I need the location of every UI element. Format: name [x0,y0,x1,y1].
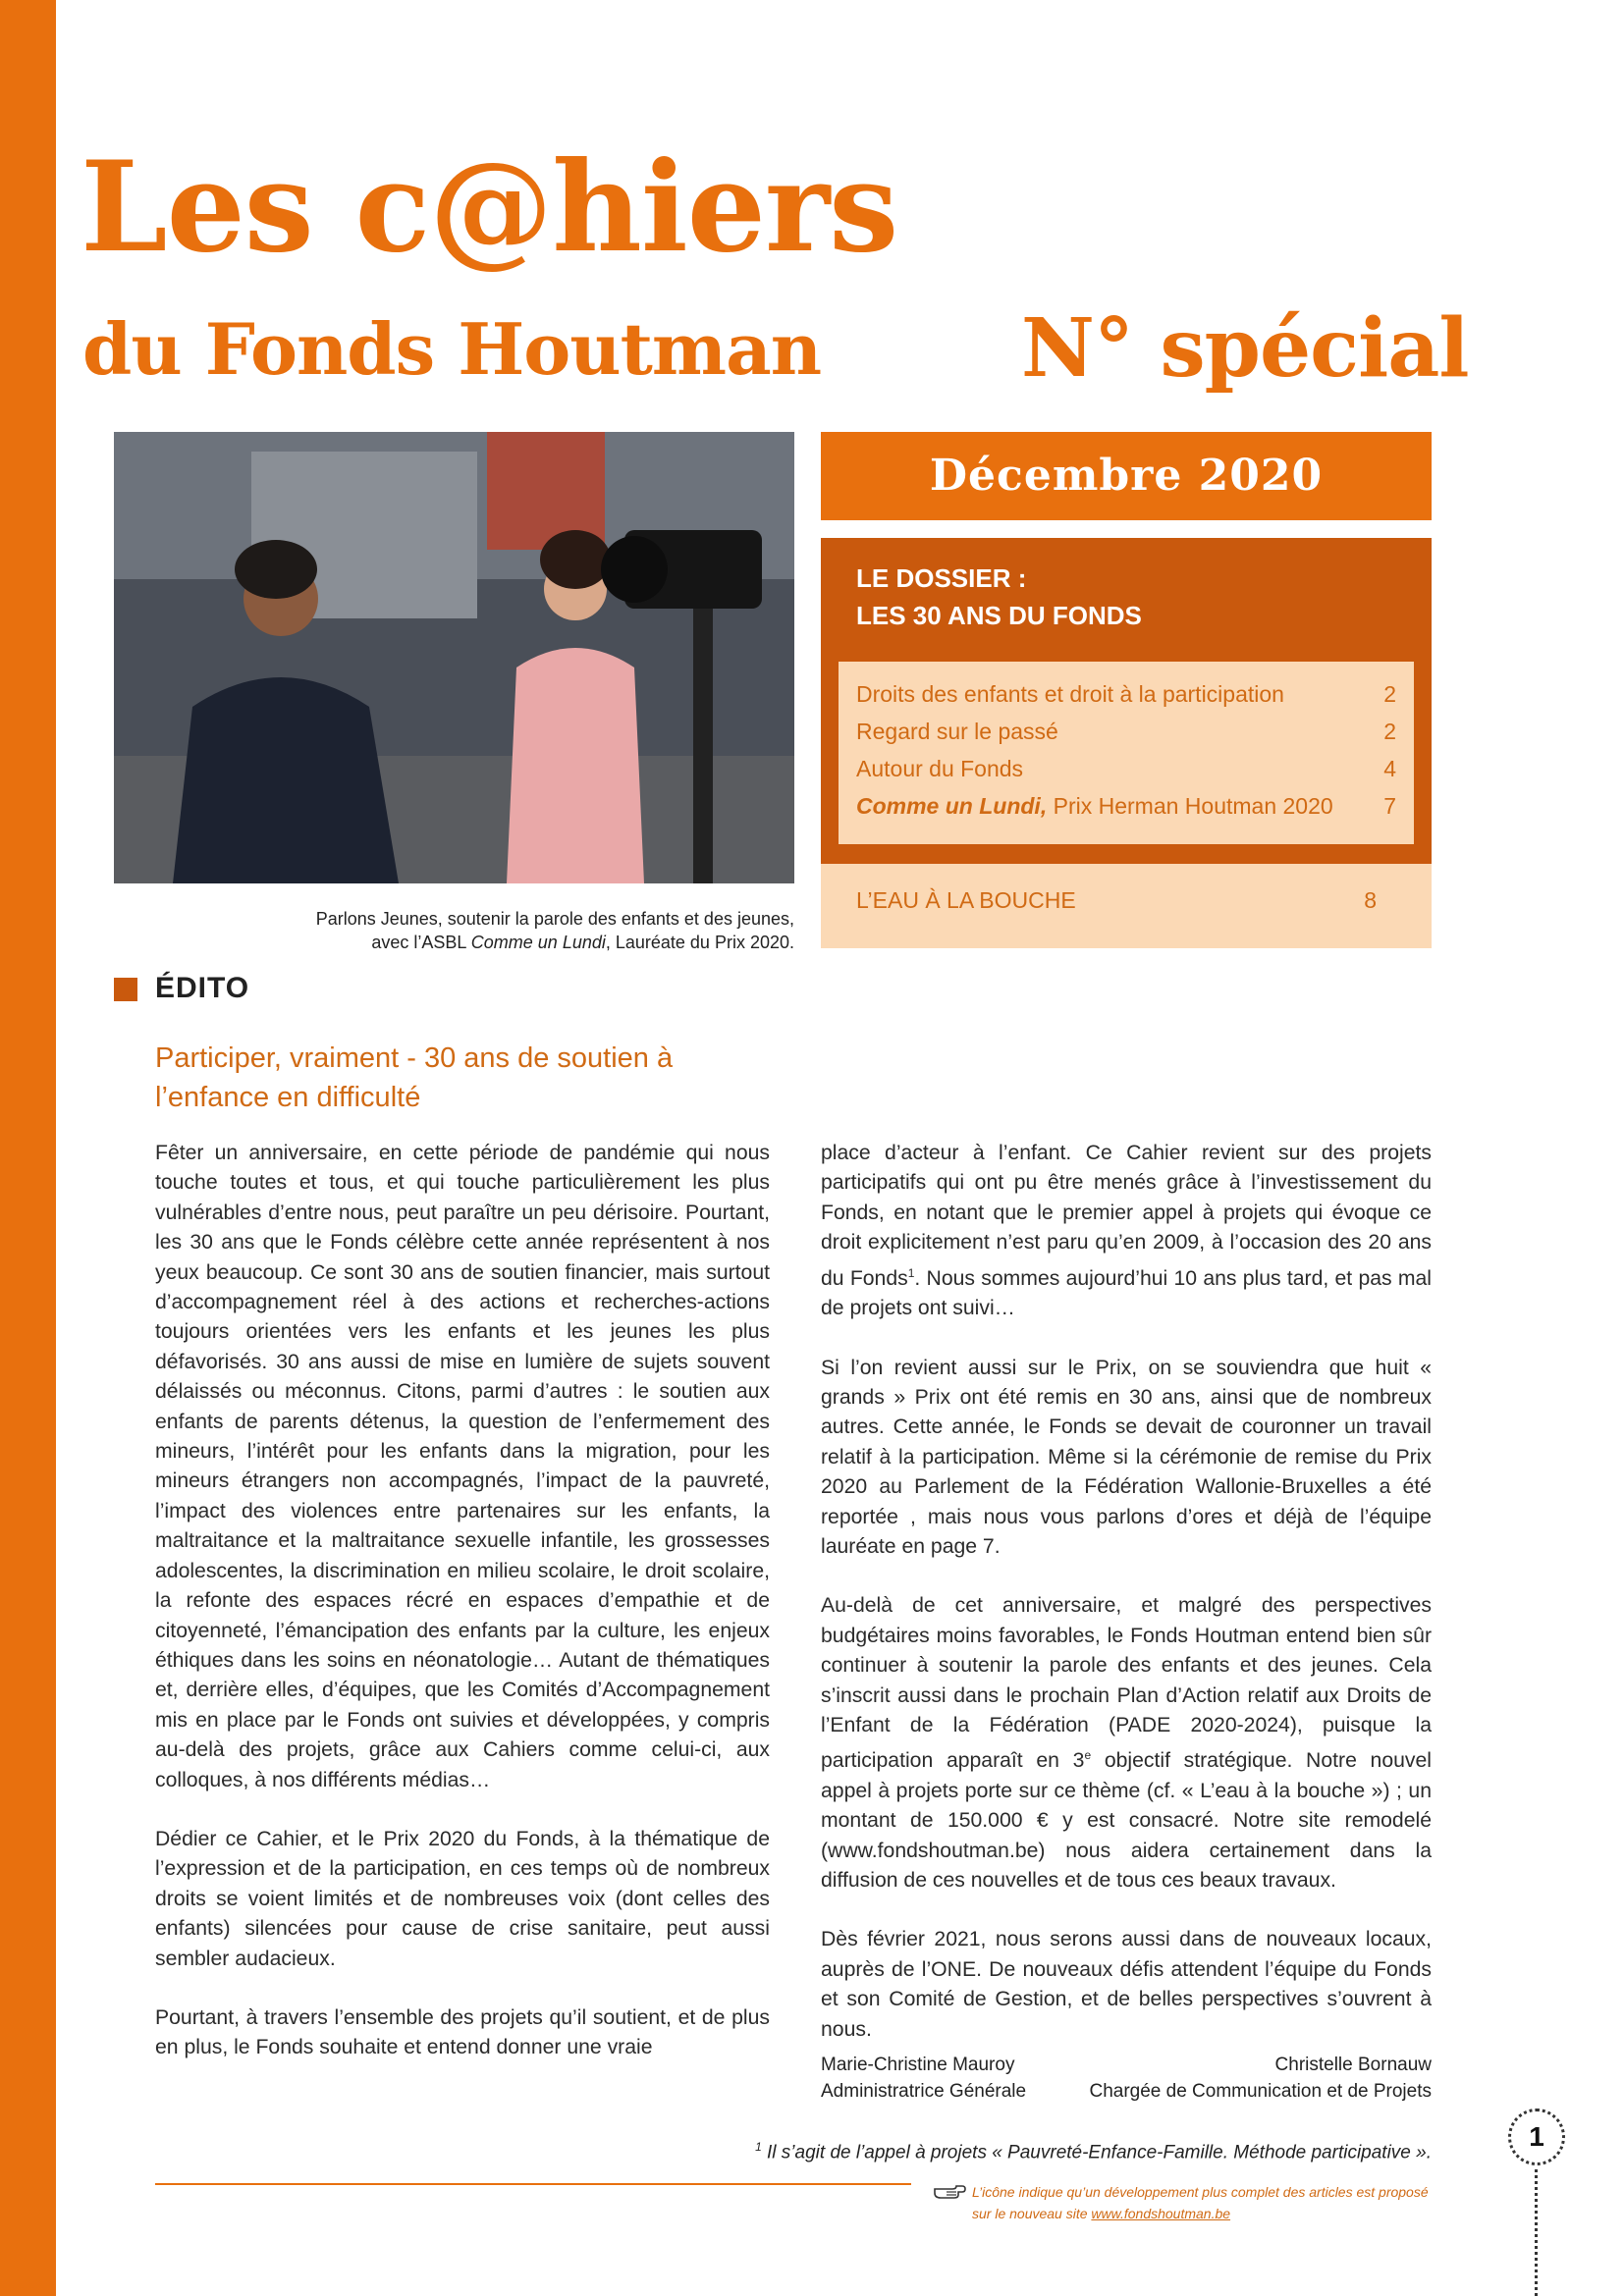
paragraph: Fêter un anniversaire, en cette période de pandémie qui nous touche toutes et tous, et qui touche particulièrement les plus vulnérables d’entre nous, peut paraître un peu dérisoire. Pourtant, les 30 ans que le Fonds célèbre cette année représentent à nos yeux beaucoup. Ce sont 30 ans de soutien financier, mais surtout d’accompagnement réel à des actions et recherches-actions toujours orientées vers les enfants et les jeunes les plus défavorisés. 30 ans aussi de mise en lumière de sujets souvent délaissés ou méconnus. Citons, parmi d’autres : le soutien aux enfants de parents détenus, la question de l’enfermement des mineurs, l’intérêt pour les enfants dans la migration, pour les mineurs étrangers non accompagnés, l’impact de la pauvreté, l’impact des violences entre partenaires sur les enfants, la maltraitance et la maltraitance sexuelle infantile, les grossesses adolescentes, la discrimination en milieu scolaire, le droit scolaire, la refonte des espaces récré en espaces d’empathie et de citoyenneté, l’émancipation des enfants par la culture, les enjeux éthiques dans les soins en néonatologie… Autant de thématiques et, derrière elles, d’équipes, que les Comités d’Accompagnement mis en place par le Fonds ont suivies et développées, y compris au-delà des projets, grâce aux Cahiers comme celui-ci, aux colloques, à nos différents médias… [155,1142,770,1791]
paragraph: Dédier ce Cahier, et le Prix 2020 du Fonds, à la thématique de l’expression et de la participation, en ces temps où de nombreux droits se voient limités et de nombreuses voix (dont celles des enfants) silencées pour cause de crise sanitaire, peut aussi sembler audacieux. [155,1827,770,1970]
pointing-hand-icon [933,2177,966,2203]
page-number-dotted-line [1535,2169,1538,2296]
footer-note: L’icône indique qu’un développement plus complet des articles est proposé sur le nouveau site www.fondshoutman.be [972,2184,1429,2221]
paragraph: Au-delà de cet anniversaire, et malgré des perspectives budgétaires moins favorables, le Fonds Houtman entend bien sûr continuer à soutenir la parole des enfants et des jeunes. Cela s’inscrit aussi dans le prochain Plan d’Action relatif aux Droits de l’Enfant de la Fédération (PADE 2020-2024), puisque la participation apparaît en 3e objectif stratégique. Notre nouvel appel à projets porte sur ce thème (cf. « L’eau à la bouche ») ; un montant de 150.000 € y est consacré. Notre site remodelé (www.fondshoutman.be) nous aidera certainement dans la diffusion de ces nouvelles et de tous ces beaux travaux. [821,1594,1432,1893]
footer-rule [155,2183,911,2185]
footnote: $^1$ Il s’agit de l’appel à projets « Pauvreté-Enfance-Famille. Méthode participative ». [755,2140,1432,2163]
edito-column-left [155,1139,770,2093]
cover-photo [114,432,794,883]
photo-caption [114,907,794,954]
special-issue-label: N° spécial [1021,301,1469,396]
magazine-title: Les c@hiers [81,134,898,280]
paragraph: Pourtant, à travers l’ensemble des projets qu’il soutient, et de plus en plus, le Fonds souhaite et entend donner une vraie [155,2005,770,2059]
paragraph: Dès février 2021, nous serons aussi dans de nouveaux locaux, auprès de l’ONE. De nouveaux défis attendent l’équipe du Fonds et son Comité de Gestion, et de belles perspectives s’ouvrent à nous. [821,1928,1432,2041]
interview-photo-illustration [114,432,794,883]
magazine-subtitle: du Fonds Houtman [82,307,822,391]
edito-title: Participer, vraiment - 30 ans de soutien à l’enfance en difficulté [155,1042,674,1113]
paragraph: Si l’on revient aussi sur le Prix, on se souviendra que huit « grands » Prix ont été remis en 30 ans, ainsi que de nombreux autres. Cette année, le Fonds se devait de couronner un travail relatif à la participation. Même si la cérémonie de remise du Prix 2020 au Parlement de la Fédération Wallonie-Bruxelles a été reportée , mais nous vous parlons d’ores et déjà de l’équipe lauréate en page 7. [821,1356,1432,1558]
dossier-box [821,538,1432,864]
caption-line2: avec l’ASBL Comme un Lundi, Lauréate du Prix 2020. [371,933,794,952]
orange-sidebar [0,0,56,2296]
page-number: 1 [1508,2109,1565,2165]
signature-right: Christelle Bornauw Chargée de Communication et de Projets [1089,2055,1432,2102]
website-link[interactable]: www.fondshoutman.be [1091,2206,1231,2221]
toc-item-eau-a-la-bouche[interactable]: L’EAU À LA BOUCHE 8 [821,864,1432,948]
edito-square-icon [114,978,137,1001]
table-of-contents: Droits des enfants et droit à la participation 2 Regard sur le passé 2 Autour du Fonds 4 Comme un Lundi, Prix Herman Houtman 2020 7 [839,662,1414,844]
edito-heading: ÉDITO [155,972,250,1004]
paragraph: place d’acteur à l’enfant. Ce Cahier revient sur des projets participatifs qui ont pu être menés grâce à l’investissement du Fonds, en notant que le premier appel à projets qui évoque ce droit explicitement n’est paru qu’en 2009, à l’occasion des 20 ans du Fonds$^1$. Nous sommes aujourd’hui 10 ans plus tard, et pas mal de projets ont suivi… [821,1142,1433,1320]
edito-column-right [821,1139,1432,2074]
caption-line1: Parlons Jeunes, soutenir la parole des enfants et des jeunes, [315,909,794,929]
signature-left: Marie-Christine Mauroy Administratrice Générale [821,2055,1027,2102]
issue-date: Décembre 2020 [821,432,1432,520]
dossier-heading: LE DOSSIER : LES 30 ANS DU FONDS [856,563,1142,630]
